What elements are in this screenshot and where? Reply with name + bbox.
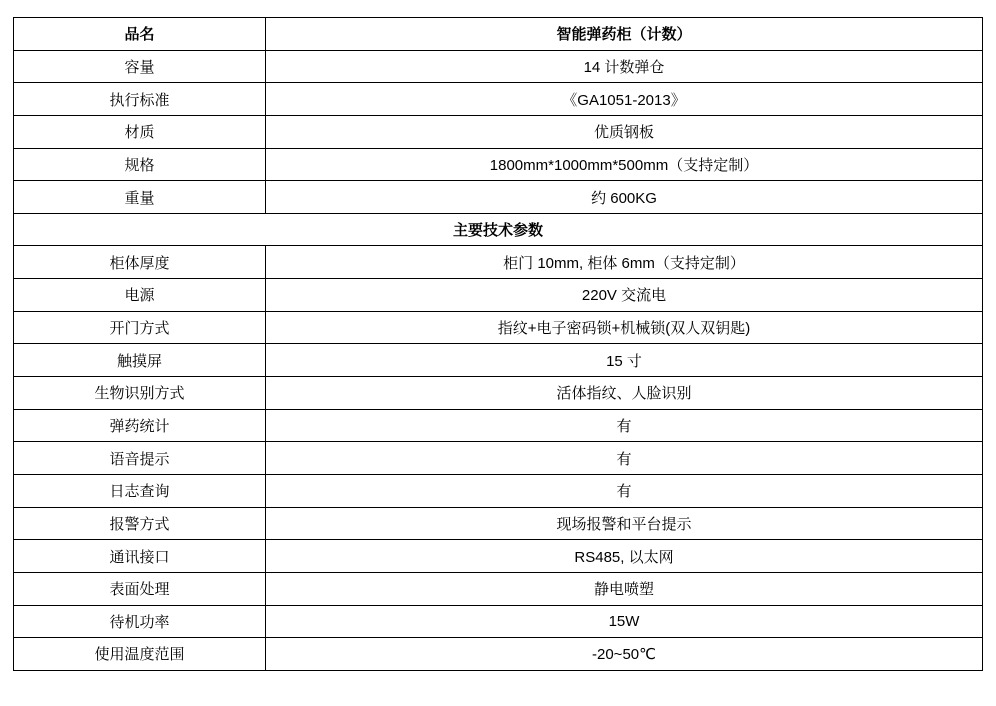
spec-value-cell: 有 (266, 409, 983, 442)
table-row (14, 50, 983, 83)
spec-table (13, 17, 983, 671)
spec-label-cell: 报警方式 (14, 507, 266, 540)
table-row (14, 115, 983, 148)
section-title: 主要技术参数 (14, 213, 983, 246)
spec-label-cell: 表面处理 (14, 572, 266, 605)
table-row (14, 83, 983, 116)
table-row (14, 442, 983, 475)
spec-label-cell: 规格 (14, 148, 266, 181)
spec-value-cell: 15W (266, 605, 983, 638)
table-row (14, 474, 983, 507)
spec-label-cell: 材质 (14, 115, 266, 148)
spec-value-cell: 15 寸 (266, 344, 983, 377)
spec-label-cell: 通讯接口 (14, 540, 266, 573)
spec-value-cell: -20~50℃ (266, 638, 983, 671)
spec-value-cell: 《GA1051-2013》 (266, 83, 983, 116)
table-row (14, 377, 983, 410)
spec-value-cell: 14 计数弹仓 (266, 50, 983, 83)
table-row (14, 181, 983, 214)
spec-value-cell: 静电喷塑 (266, 572, 983, 605)
spec-value-cell: 活体指纹、人脸识别 (266, 377, 983, 410)
spec-label-cell: 开门方式 (14, 311, 266, 344)
table-row (14, 311, 983, 344)
spec-value-cell: 优质钢板 (266, 115, 983, 148)
table-row (14, 344, 983, 377)
table-row (14, 605, 983, 638)
spec-label-cell: 执行标准 (14, 83, 266, 116)
spec-label-cell: 待机功率 (14, 605, 266, 638)
spec-label-cell: 日志查询 (14, 474, 266, 507)
spec-label-cell: 品名 (14, 18, 266, 51)
table-row (14, 246, 983, 279)
spec-value-cell: 220V 交流电 (266, 279, 983, 312)
spec-label-cell: 电源 (14, 279, 266, 312)
table-row (14, 279, 983, 312)
spec-label-cell: 柜体厚度 (14, 246, 266, 279)
spec-label-cell: 语音提示 (14, 442, 266, 475)
table-row (14, 638, 983, 671)
table-row (14, 18, 983, 51)
spec-value-cell: 柜门 10mm, 柜体 6mm（支持定制） (266, 246, 983, 279)
spec-value-cell: 有 (266, 442, 983, 475)
section-header-row (14, 213, 983, 246)
table-row (14, 507, 983, 540)
spec-label-cell: 弹药统计 (14, 409, 266, 442)
table-row (14, 148, 983, 181)
spec-label-cell: 生物识别方式 (14, 377, 266, 410)
table-row (14, 572, 983, 605)
spec-label-cell: 容量 (14, 50, 266, 83)
spec-value-cell: 指纹+电子密码锁+机械锁(双人双钥匙) (266, 311, 983, 344)
spec-value-cell: 约 600KG (266, 181, 983, 214)
table-row (14, 409, 983, 442)
spec-label-cell: 重量 (14, 181, 266, 214)
table-row (14, 540, 983, 573)
spec-value-cell: 现场报警和平台提示 (266, 507, 983, 540)
spec-label-cell: 触摸屏 (14, 344, 266, 377)
spec-value-cell: 1800mm*1000mm*500mm（支持定制） (266, 148, 983, 181)
spec-value-cell: 有 (266, 474, 983, 507)
spec-value-cell: RS485, 以太网 (266, 540, 983, 573)
spec-label-cell: 使用温度范围 (14, 638, 266, 671)
spec-value-cell: 智能弹药柜（计数） (266, 18, 983, 51)
